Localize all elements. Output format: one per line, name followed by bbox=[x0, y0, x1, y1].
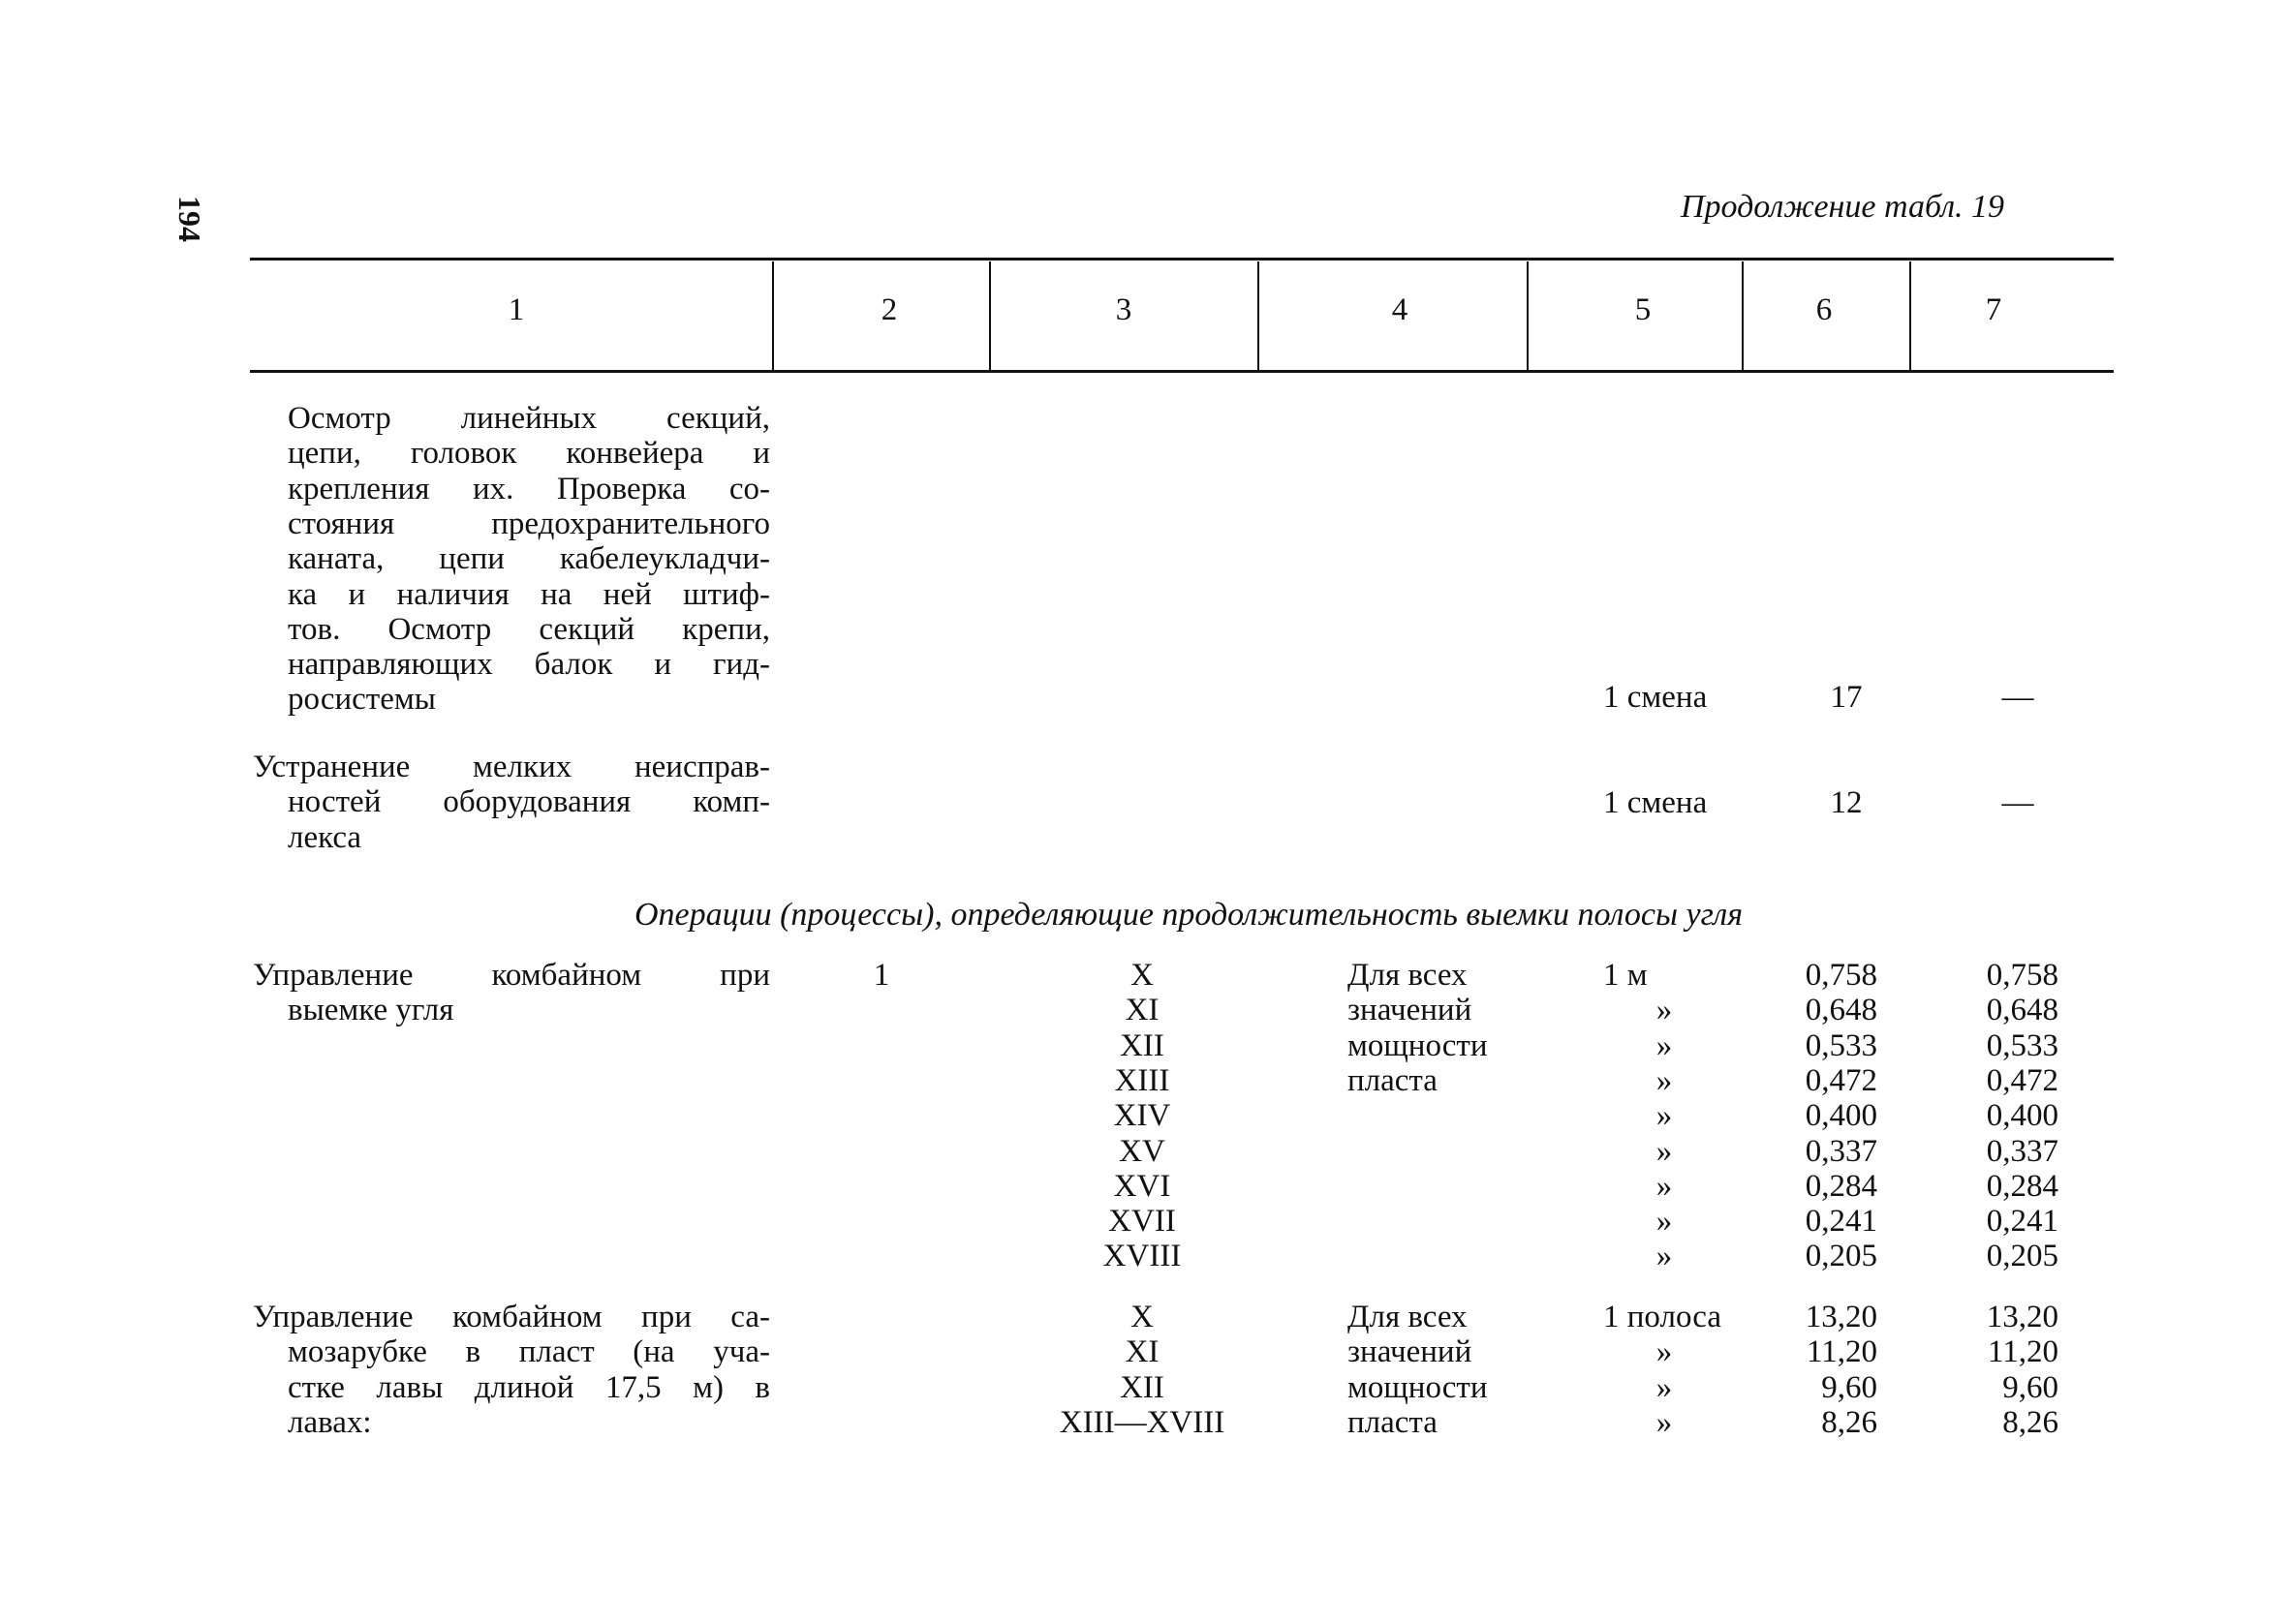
value-col6: 0,241 bbox=[1805, 1204, 1877, 1240]
value-col7: 0,400 bbox=[1986, 1098, 2058, 1134]
unit-ditto: » bbox=[1655, 1168, 1673, 1204]
row-description: лекса bbox=[288, 819, 362, 855]
row-value-col7: — bbox=[2001, 785, 2034, 820]
row-value-col6: 17 bbox=[1830, 680, 1863, 715]
value-col6: 0,400 bbox=[1805, 1098, 1877, 1134]
row-unit: 1 смена bbox=[1603, 785, 1708, 820]
column-header-6: 6 bbox=[1815, 292, 1833, 327]
column-divider bbox=[1909, 261, 1911, 370]
column-divider bbox=[1742, 261, 1744, 370]
group-description: стке лавы длиной 17,5 м) в bbox=[288, 1369, 770, 1405]
value-col6: 0,533 bbox=[1805, 1027, 1877, 1063]
unit: 1 м bbox=[1603, 958, 1648, 993]
row-description: каната, цепи кабелеукладчи- bbox=[288, 541, 770, 577]
group-description: выемке угля bbox=[288, 993, 454, 1028]
category-roman: XI bbox=[1125, 993, 1160, 1028]
group-description: Управление комбайном при bbox=[253, 958, 770, 993]
row-description: Устранение мелких неисправ- bbox=[253, 750, 770, 784]
section-heading: Операции (процессы), определяющие продолжительность выемки полосы угля bbox=[634, 897, 1744, 933]
column-divider bbox=[989, 261, 991, 370]
unit-ditto: » bbox=[1655, 1404, 1673, 1440]
category-roman: XI bbox=[1125, 1334, 1160, 1370]
category-roman: XIII bbox=[1114, 1062, 1170, 1098]
value-col6: 13,20 bbox=[1805, 1300, 1877, 1334]
unit-ditto: » bbox=[1655, 1098, 1673, 1134]
group-col4-text: Для всех bbox=[1347, 1300, 1468, 1334]
row-value-col7: — bbox=[2001, 680, 2034, 715]
header-bottom-rule bbox=[250, 370, 2114, 373]
table-top-rule bbox=[250, 258, 2114, 260]
group-description: лавах: bbox=[288, 1404, 372, 1440]
value-col6: 0,648 bbox=[1805, 993, 1877, 1028]
row-description: Осмотр линейных секций, bbox=[288, 401, 770, 436]
group-col4-text: мощности bbox=[1347, 1027, 1488, 1063]
value-col7: 0,648 bbox=[1986, 993, 2058, 1028]
value-col7: 11,20 bbox=[1987, 1334, 2058, 1370]
unit-ditto: » bbox=[1655, 1239, 1673, 1274]
column-header-2: 2 bbox=[881, 292, 898, 327]
value-col7: 13,20 bbox=[1986, 1300, 2058, 1334]
value-col6: 0,758 bbox=[1805, 958, 1877, 993]
unit-ditto: » bbox=[1655, 1369, 1673, 1405]
column-divider bbox=[772, 261, 774, 370]
group-col4-text: пласта bbox=[1347, 1404, 1438, 1440]
unit: 1 полоса bbox=[1603, 1300, 1721, 1334]
category-roman: XIII—XVIII bbox=[1059, 1404, 1225, 1440]
row-description: тов. Осмотр секций крепи, bbox=[288, 611, 770, 647]
category-roman: X bbox=[1130, 1300, 1154, 1334]
column-header-1: 1 bbox=[508, 292, 525, 327]
row-description: ностей оборудования комп- bbox=[288, 784, 770, 820]
column-header-5: 5 bbox=[1634, 292, 1652, 327]
row-description: направляющих балок и гид- bbox=[288, 647, 770, 683]
group-col2-value: 1 bbox=[873, 958, 890, 993]
category-roman: XII bbox=[1120, 1027, 1164, 1063]
column-divider bbox=[1257, 261, 1259, 370]
category-roman: XVIII bbox=[1102, 1239, 1182, 1274]
table-caption: Продолжение табл. 19 bbox=[1681, 189, 2005, 225]
unit-ditto: » bbox=[1655, 993, 1673, 1028]
row-unit: 1 смена bbox=[1603, 680, 1708, 715]
value-col7: 0,205 bbox=[1986, 1239, 2058, 1274]
category-roman: XIV bbox=[1113, 1098, 1171, 1134]
value-col7: 9,60 bbox=[2002, 1369, 2058, 1405]
row-description: ка и наличия на ней штиф- bbox=[288, 576, 770, 612]
row-description: цепи, головок конвейера и bbox=[288, 436, 770, 472]
row-description: стояния предохранительного bbox=[288, 506, 770, 541]
page-number: 194 bbox=[172, 196, 207, 242]
group-col4-text: пласта bbox=[1347, 1062, 1438, 1098]
group-description: мозарубке в пласт (на уча- bbox=[288, 1334, 770, 1370]
value-col7: 0,472 bbox=[1986, 1062, 2058, 1098]
value-col6: 8,26 bbox=[1821, 1404, 1877, 1440]
value-col7: 0,758 bbox=[1986, 958, 2058, 993]
unit-ditto: » bbox=[1655, 1027, 1673, 1063]
category-roman: XVII bbox=[1108, 1204, 1176, 1240]
row-description: крепления их. Проверка со- bbox=[288, 471, 770, 506]
group-col4-text: мощности bbox=[1347, 1369, 1488, 1405]
value-col7: 0,337 bbox=[1986, 1133, 2058, 1169]
value-col6: 0,337 bbox=[1805, 1133, 1877, 1169]
group-col4-text: значений bbox=[1347, 1334, 1472, 1370]
value-col6: 9,60 bbox=[1821, 1369, 1877, 1405]
row-value-col6: 12 bbox=[1830, 785, 1863, 820]
value-col6: 0,205 bbox=[1805, 1239, 1877, 1274]
row-description: росистемы bbox=[288, 682, 436, 718]
value-col6: 11,20 bbox=[1806, 1334, 1877, 1370]
column-header-3: 3 bbox=[1115, 292, 1132, 327]
value-col6: 0,284 bbox=[1805, 1168, 1877, 1204]
category-roman: XV bbox=[1119, 1133, 1165, 1169]
value-col7: 8,26 bbox=[2002, 1404, 2058, 1440]
group-col4-text: Для всех bbox=[1347, 958, 1468, 993]
value-col6: 0,472 bbox=[1805, 1062, 1877, 1098]
value-col7: 0,533 bbox=[1986, 1027, 2058, 1063]
unit-ditto: » bbox=[1655, 1133, 1673, 1169]
group-description: Управление комбайном при са- bbox=[253, 1300, 770, 1334]
unit-ditto: » bbox=[1655, 1062, 1673, 1098]
value-col7: 0,284 bbox=[1986, 1168, 2058, 1204]
category-roman: XVI bbox=[1113, 1168, 1171, 1204]
value-col7: 0,241 bbox=[1986, 1204, 2058, 1240]
category-roman: X bbox=[1130, 958, 1154, 993]
category-roman: XII bbox=[1120, 1369, 1164, 1405]
column-divider bbox=[1527, 261, 1529, 370]
column-header-4: 4 bbox=[1391, 292, 1408, 327]
unit-ditto: » bbox=[1655, 1204, 1673, 1240]
unit-ditto: » bbox=[1655, 1334, 1673, 1370]
column-header-7: 7 bbox=[1985, 292, 2002, 327]
group-col4-text: значений bbox=[1347, 993, 1472, 1028]
